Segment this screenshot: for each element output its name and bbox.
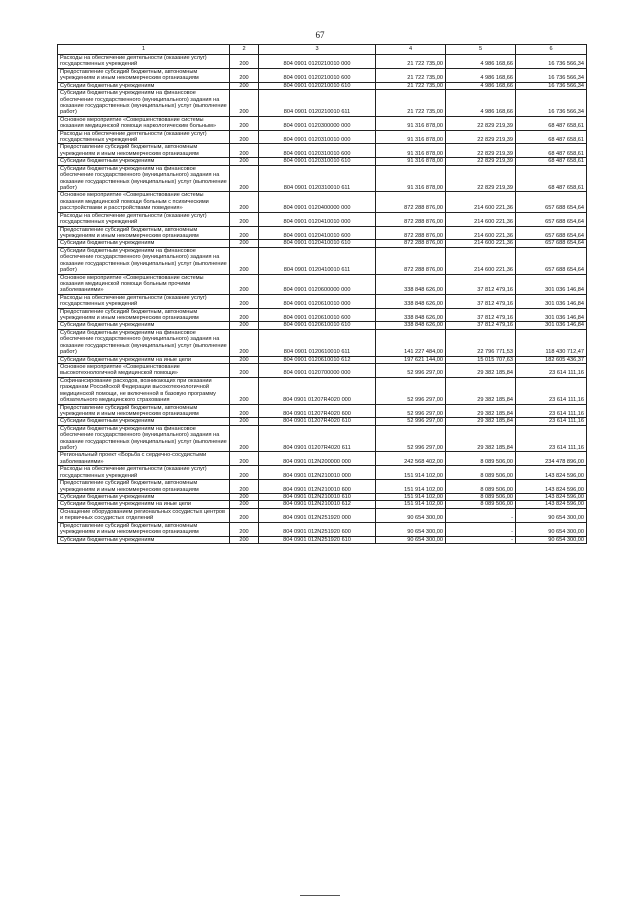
- row-ved-cell: 200: [230, 274, 259, 294]
- row-executed-cell: 37 812 479,16: [446, 274, 516, 294]
- row-assigned-cell: 197 621 144,00: [376, 356, 446, 363]
- row-assigned-cell: 21 722 735,00: [376, 68, 446, 82]
- row-remainder-cell: 90 654 300,00: [516, 508, 587, 522]
- row-code-cell: 804 0901 0120410010 611: [259, 247, 376, 274]
- row-code-cell: 804 0901 012N210010 612: [259, 501, 376, 508]
- row-remainder-cell: 143 824 596,00: [516, 480, 587, 494]
- row-executed-cell: 214 600 221,36: [446, 226, 516, 240]
- row-name-cell: Предоставление субсидий бюджетным, автономным учреждениям и иным некоммерческим организациям: [58, 480, 230, 494]
- row-ved-cell: 200: [230, 363, 259, 377]
- row-code-cell: 804 0901 0120410010 610: [259, 240, 376, 247]
- row-assigned-cell: 52 996 297,00: [376, 404, 446, 418]
- header-cell: 6: [516, 45, 587, 55]
- row-assigned-cell: 872 288 876,00: [376, 247, 446, 274]
- row-ved-cell: 200: [230, 536, 259, 543]
- row-code-cell: 804 0901 0120210010 610: [259, 82, 376, 89]
- row-code-cell: 804 0901 012N210010 600: [259, 480, 376, 494]
- row-ved-cell: 200: [230, 501, 259, 508]
- header-cell: 5: [446, 45, 516, 55]
- row-ved-cell: 200: [230, 90, 259, 117]
- table-row: [58, 501, 587, 508]
- table-row: [58, 165, 587, 192]
- row-executed-cell: 15 015 707,63: [446, 356, 516, 363]
- row-assigned-cell: 52 996 297,00: [376, 377, 446, 404]
- row-remainder-cell: 143 824 596,00: [516, 466, 587, 480]
- row-assigned-cell: 872 288 876,00: [376, 240, 446, 247]
- row-code-cell: 804 0901 0120310010 600: [259, 144, 376, 158]
- row-name-cell: Основное мероприятие «Совершенствование системы оказания медицинской помощи больным прочими заболеваниями»: [58, 274, 230, 294]
- row-executed-cell: 29 382 185,84: [446, 418, 516, 425]
- row-remainder-cell: 23 614 111,16: [516, 377, 587, 404]
- row-remainder-cell: 301 036 146,84: [516, 322, 587, 329]
- row-name-cell: Субсидии бюджетным учреждениям: [58, 322, 230, 329]
- row-executed-cell: 29 382 185,84: [446, 404, 516, 418]
- table-row: [58, 144, 587, 158]
- row-name-cell: Предоставление субсидий бюджетным, автономным учреждениям и иным некоммерческим организациям: [58, 226, 230, 240]
- table-row: [58, 522, 587, 536]
- row-name-cell: Предоставление субсидий бюджетным, автономным учреждениям и иным некоммерческим организациям: [58, 522, 230, 536]
- row-ved-cell: 200: [230, 308, 259, 322]
- table-row: [58, 68, 587, 82]
- row-ved-cell: 200: [230, 508, 259, 522]
- table-row: [58, 82, 587, 89]
- row-assigned-cell: 90 654 300,00: [376, 508, 446, 522]
- row-name-cell: Предоставление субсидий бюджетным, автономным учреждениям и иным некоммерческим организациям: [58, 308, 230, 322]
- row-name-cell: Субсидии бюджетным учреждениям на финансовое обеспечение государственного (муниципального) задания на оказание государственных (муниципальных) услуг (выполнение работ): [58, 247, 230, 274]
- row-code-cell: 804 0901 0120210010 000: [259, 55, 376, 69]
- row-ved-cell: 200: [230, 418, 259, 425]
- row-code-cell: 804 0901 0120700000 000: [259, 363, 376, 377]
- table-row: [58, 294, 587, 308]
- row-name-cell: Основное мероприятие «Совершенствование системы оказания медицинской помощи наркологическим больным»: [58, 116, 230, 130]
- row-name-cell: Расходы на обеспечение деятельности (оказание услуг) государственных учреждений: [58, 466, 230, 480]
- table-row: [58, 466, 587, 480]
- row-executed-cell: 4 986 168,66: [446, 55, 516, 69]
- header-cell: 3: [259, 45, 376, 55]
- row-ved-cell: 200: [230, 226, 259, 240]
- row-assigned-cell: 90 654 300,00: [376, 522, 446, 536]
- row-ved-cell: 200: [230, 404, 259, 418]
- row-assigned-cell: 91 316 878,00: [376, 130, 446, 144]
- header-cell: 4: [376, 45, 446, 55]
- row-assigned-cell: 91 316 878,00: [376, 158, 446, 165]
- row-assigned-cell: 52 996 297,00: [376, 363, 446, 377]
- row-code-cell: 804 0901 0120210010 611: [259, 90, 376, 117]
- row-code-cell: 804 0901 01207R4020 000: [259, 377, 376, 404]
- row-remainder-cell: 16 736 566,34: [516, 90, 587, 117]
- row-name-cell: Расходы на обеспечение деятельности (оказание услуг) государственных учреждений: [58, 55, 230, 69]
- table-row: [58, 130, 587, 144]
- table-row: [58, 247, 587, 274]
- row-assigned-cell: 872 288 876,00: [376, 192, 446, 212]
- row-ved-cell: 200: [230, 212, 259, 226]
- row-ved-cell: 200: [230, 82, 259, 89]
- budget-execution-table: [57, 44, 587, 544]
- row-assigned-cell: 21 722 735,00: [376, 82, 446, 89]
- table-row: [58, 363, 587, 377]
- row-assigned-cell: 52 996 297,00: [376, 425, 446, 452]
- row-name-cell: Расходы на обеспечение деятельности (оказание услуг) государственных учреждений: [58, 212, 230, 226]
- row-assigned-cell: 91 316 878,00: [376, 144, 446, 158]
- row-name-cell: Субсидии бюджетным учреждениям: [58, 82, 230, 89]
- table-row: [58, 226, 587, 240]
- row-executed-cell: 29 382 185,84: [446, 425, 516, 452]
- row-remainder-cell: 90 654 300,00: [516, 536, 587, 543]
- table-header: [58, 45, 587, 55]
- row-ved-cell: 200: [230, 356, 259, 363]
- row-ved-cell: 200: [230, 452, 259, 466]
- row-remainder-cell: 23 614 111,16: [516, 425, 587, 452]
- row-remainder-cell: 68 487 658,61: [516, 165, 587, 192]
- row-ved-cell: 200: [230, 425, 259, 452]
- row-remainder-cell: 23 614 111,16: [516, 404, 587, 418]
- row-executed-cell: 214 600 221,36: [446, 212, 516, 226]
- row-code-cell: 804 0901 0120210010 600: [259, 68, 376, 82]
- row-ved-cell: 200: [230, 494, 259, 501]
- row-executed-cell: 4 986 168,66: [446, 68, 516, 82]
- row-executed-cell: 29 382 185,84: [446, 377, 516, 404]
- row-ved-cell: 200: [230, 329, 259, 356]
- row-code-cell: 804 0901 0120400000 000: [259, 192, 376, 212]
- row-ved-cell: 200: [230, 247, 259, 274]
- row-code-cell: 804 0901 0120310010 000: [259, 130, 376, 144]
- row-ved-cell: 200: [230, 240, 259, 247]
- row-assigned-cell: 91 316 878,00: [376, 116, 446, 130]
- row-ved-cell: 200: [230, 322, 259, 329]
- row-code-cell: 804 0901 012N200000 000: [259, 452, 376, 466]
- row-ved-cell: 200: [230, 294, 259, 308]
- row-name-cell: Субсидии бюджетным учреждениям на финансовое обеспечение государственного (муниципального) задания на оказание государственных (муниципальных) услуг (выполнение работ): [58, 165, 230, 192]
- row-assigned-cell: 141 227 484,00: [376, 329, 446, 356]
- table-row: [58, 494, 587, 501]
- row-name-cell: Субсидии бюджетным учреждениям на иные цели: [58, 356, 230, 363]
- row-remainder-cell: 68 487 658,61: [516, 144, 587, 158]
- row-name-cell: Субсидии бюджетным учреждениям на финансовое обеспечение государственного (муниципального) задания на оказание государственных (муниципальных) услуг (выполнение работ): [58, 329, 230, 356]
- row-code-cell: 804 0901 012N251920 600: [259, 522, 376, 536]
- row-remainder-cell: 68 487 658,61: [516, 158, 587, 165]
- row-ved-cell: 200: [230, 522, 259, 536]
- row-ved-cell: 200: [230, 377, 259, 404]
- row-assigned-cell: 338 848 626,00: [376, 322, 446, 329]
- row-executed-cell: 4 986 168,66: [446, 90, 516, 117]
- table-body: [58, 55, 587, 544]
- table-row: [58, 536, 587, 543]
- row-code-cell: 804 0901 0120310010 611: [259, 165, 376, 192]
- row-executed-cell: 37 812 479,16: [446, 308, 516, 322]
- table-row: [58, 90, 587, 117]
- row-remainder-cell: 182 605 436,37: [516, 356, 587, 363]
- row-remainder-cell: 143 824 596,00: [516, 494, 587, 501]
- row-executed-cell: 37 812 479,16: [446, 294, 516, 308]
- header-cell: 1: [58, 45, 230, 55]
- table-row: [58, 308, 587, 322]
- row-code-cell: 804 0901 0120410010 000: [259, 212, 376, 226]
- table-row: [58, 274, 587, 294]
- row-name-cell: Предоставление субсидий бюджетным, автономным учреждениям и иным некоммерческим организациям: [58, 404, 230, 418]
- row-assigned-cell: 872 288 876,00: [376, 226, 446, 240]
- row-assigned-cell: 91 316 878,00: [376, 165, 446, 192]
- row-assigned-cell: 338 848 626,00: [376, 274, 446, 294]
- header-row: [58, 45, 587, 55]
- row-executed-cell: 8 089 506,00: [446, 452, 516, 466]
- row-ved-cell: 200: [230, 130, 259, 144]
- row-name-cell: Предоставление субсидий бюджетным, автономным учреждениям и иным некоммерческим организациям: [58, 68, 230, 82]
- row-executed-cell: -: [446, 522, 516, 536]
- row-remainder-cell: 301 036 146,84: [516, 274, 587, 294]
- row-assigned-cell: 151 914 102,00: [376, 501, 446, 508]
- row-ved-cell: 200: [230, 68, 259, 82]
- row-assigned-cell: 21 722 735,00: [376, 90, 446, 117]
- row-assigned-cell: 338 848 626,00: [376, 308, 446, 322]
- row-ved-cell: 200: [230, 466, 259, 480]
- table-row: [58, 116, 587, 130]
- row-assigned-cell: 52 996 297,00: [376, 418, 446, 425]
- header-cell: 2: [230, 45, 259, 55]
- row-ved-cell: 200: [230, 116, 259, 130]
- row-name-cell: Субсидии бюджетным учреждениям на финансовое обеспечение государственного (муниципального) задания на оказание государственных (муниципальных) услуг (выполнение работ): [58, 90, 230, 117]
- row-remainder-cell: 657 688 654,64: [516, 212, 587, 226]
- table-row: [58, 240, 587, 247]
- row-executed-cell: 8 089 506,00: [446, 466, 516, 480]
- row-name-cell: Субсидии бюджетным учреждениям на финансовое обеспечение государственного (муниципального) задания на оказание государственных (муниципальных) услуг (выполнение работ): [58, 425, 230, 452]
- table-row: [58, 377, 587, 404]
- row-assigned-cell: 90 654 300,00: [376, 536, 446, 543]
- row-code-cell: 804 0901 01207R4020 611: [259, 425, 376, 452]
- row-ved-cell: 200: [230, 480, 259, 494]
- row-remainder-cell: 143 824 596,00: [516, 501, 587, 508]
- row-remainder-cell: 16 736 566,34: [516, 82, 587, 89]
- row-remainder-cell: 657 688 654,64: [516, 247, 587, 274]
- table-row: [58, 212, 587, 226]
- row-code-cell: 804 0901 0120610010 000: [259, 294, 376, 308]
- page-number: 67: [315, 30, 325, 40]
- row-name-cell: Субсидии бюджетным учреждениям на иные цели: [58, 501, 230, 508]
- table-row: [58, 158, 587, 165]
- row-executed-cell: 214 600 221,36: [446, 192, 516, 212]
- table-row: [58, 425, 587, 452]
- row-code-cell: 804 0901 0120610010 611: [259, 329, 376, 356]
- row-code-cell: 804 0901 0120300000 000: [259, 116, 376, 130]
- row-code-cell: 804 0901 012N210010 000: [259, 466, 376, 480]
- table-row: [58, 418, 587, 425]
- row-assigned-cell: 872 288 876,00: [376, 212, 446, 226]
- row-name-cell: Оснащение оборудованием региональных сосудистых центров и первичных сосудистых отделений: [58, 508, 230, 522]
- row-executed-cell: 214 600 221,36: [446, 247, 516, 274]
- row-remainder-cell: 234 478 896,00: [516, 452, 587, 466]
- row-executed-cell: 8 089 506,00: [446, 480, 516, 494]
- row-code-cell: 804 0901 0120610010 612: [259, 356, 376, 363]
- row-remainder-cell: 301 036 146,84: [516, 294, 587, 308]
- row-executed-cell: 22 829 219,39: [446, 144, 516, 158]
- row-ved-cell: 200: [230, 158, 259, 165]
- row-remainder-cell: 657 688 654,64: [516, 240, 587, 247]
- table-row: [58, 404, 587, 418]
- table-row: [58, 452, 587, 466]
- row-remainder-cell: 16 736 566,34: [516, 55, 587, 69]
- row-remainder-cell: 16 736 566,34: [516, 68, 587, 82]
- table-row: [58, 329, 587, 356]
- row-ved-cell: 200: [230, 144, 259, 158]
- row-executed-cell: 214 600 221,36: [446, 240, 516, 247]
- footer-divider: [300, 895, 340, 896]
- row-code-cell: 804 0901 0120310010 610: [259, 158, 376, 165]
- row-name-cell: Расходы на обеспечение деятельности (оказание услуг) государственных учреждений: [58, 130, 230, 144]
- row-name-cell: Субсидии бюджетным учреждениям: [58, 536, 230, 543]
- table-row: [58, 322, 587, 329]
- row-code-cell: 804 0901 0120410010 600: [259, 226, 376, 240]
- row-code-cell: 804 0901 012N251920 000: [259, 508, 376, 522]
- row-executed-cell: 37 812 479,16: [446, 322, 516, 329]
- row-remainder-cell: 90 654 300,00: [516, 522, 587, 536]
- row-ved-cell: 200: [230, 165, 259, 192]
- row-assigned-cell: 151 914 102,00: [376, 466, 446, 480]
- row-executed-cell: -: [446, 536, 516, 543]
- row-name-cell: Субсидии бюджетным учреждениям: [58, 240, 230, 247]
- row-remainder-cell: 657 688 654,64: [516, 192, 587, 212]
- row-name-cell: Региональный проект «Борьба с сердечно-сосудистыми заболеваниями»: [58, 452, 230, 466]
- row-remainder-cell: 23 614 111,16: [516, 363, 587, 377]
- row-code-cell: 804 0901 0120610010 600: [259, 308, 376, 322]
- row-executed-cell: 8 089 506,00: [446, 501, 516, 508]
- row-ved-cell: 200: [230, 192, 259, 212]
- row-assigned-cell: 21 722 735,00: [376, 55, 446, 69]
- row-name-cell: Предоставление субсидий бюджетным, автономным учреждениям и иным некоммерческим организациям: [58, 144, 230, 158]
- table-row: [58, 192, 587, 212]
- row-executed-cell: 22 829 219,39: [446, 165, 516, 192]
- row-executed-cell: 8 089 506,00: [446, 494, 516, 501]
- row-executed-cell: -: [446, 508, 516, 522]
- row-remainder-cell: 118 430 712,47: [516, 329, 587, 356]
- row-assigned-cell: 151 914 102,00: [376, 480, 446, 494]
- row-name-cell: Основное мероприятие «Совершенствование высокотехнологичной медицинской помощи»: [58, 363, 230, 377]
- row-code-cell: 804 0901 0120610010 610: [259, 322, 376, 329]
- row-executed-cell: 4 986 168,66: [446, 82, 516, 89]
- row-remainder-cell: 23 614 111,16: [516, 418, 587, 425]
- row-ved-cell: 200: [230, 55, 259, 69]
- row-name-cell: Софинансирование расходов, возникающих при оказании гражданам Российской Федерации высокотехнологичной медицинской помощи, не включенной в базовую программу обязательного медицинского страхования: [58, 377, 230, 404]
- row-code-cell: 804 0901 0120600000 000: [259, 274, 376, 294]
- row-remainder-cell: 68 487 658,61: [516, 130, 587, 144]
- row-name-cell: Субсидии бюджетным учреждениям: [58, 418, 230, 425]
- row-executed-cell: 29 382 185,84: [446, 363, 516, 377]
- row-remainder-cell: 68 487 658,61: [516, 116, 587, 130]
- row-code-cell: 804 0901 012N210010 610: [259, 494, 376, 501]
- row-code-cell: 804 0901 01207R4020 600: [259, 404, 376, 418]
- row-remainder-cell: 657 688 654,64: [516, 226, 587, 240]
- row-assigned-cell: 338 848 626,00: [376, 294, 446, 308]
- row-name-cell: Субсидии бюджетным учреждениям: [58, 158, 230, 165]
- row-code-cell: 804 0901 01207R4020 610: [259, 418, 376, 425]
- row-executed-cell: 22 829 219,39: [446, 130, 516, 144]
- row-name-cell: Расходы на обеспечение деятельности (оказание услуг) государственных учреждений: [58, 294, 230, 308]
- row-remainder-cell: 301 036 146,84: [516, 308, 587, 322]
- table-row: [58, 508, 587, 522]
- table-row: [58, 55, 587, 69]
- row-name-cell: Субсидии бюджетным учреждениям: [58, 494, 230, 501]
- table-row: [58, 480, 587, 494]
- row-executed-cell: 22 829 219,39: [446, 116, 516, 130]
- row-executed-cell: 22 796 771,53: [446, 329, 516, 356]
- row-name-cell: Основное мероприятие «Совершенствование системы оказания медицинской помощи больным с психическими расстройствами и расстройствами поведения»: [58, 192, 230, 212]
- row-assigned-cell: 151 914 102,00: [376, 494, 446, 501]
- row-executed-cell: 22 829 219,39: [446, 158, 516, 165]
- table-row: [58, 356, 587, 363]
- row-assigned-cell: 242 568 402,00: [376, 452, 446, 466]
- row-code-cell: 804 0901 012N251920 610: [259, 536, 376, 543]
